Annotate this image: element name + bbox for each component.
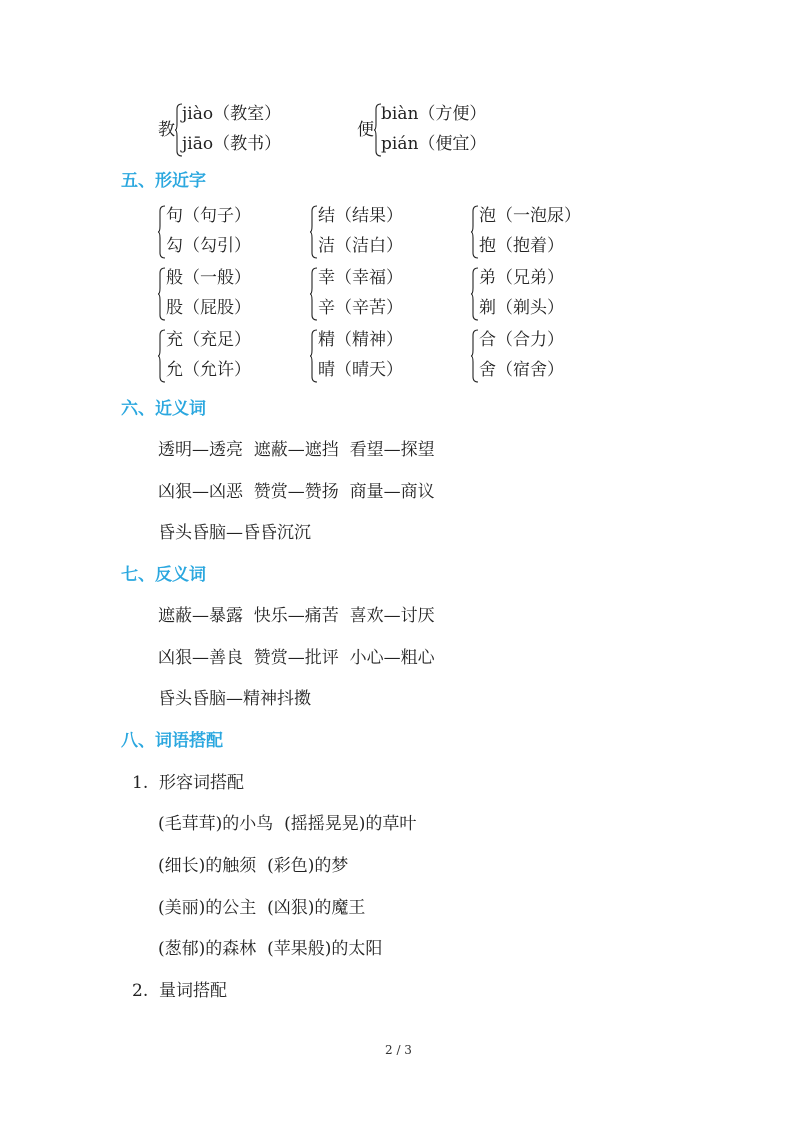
similar-char: 允（允许） bbox=[166, 360, 251, 380]
synonym-line: 凶狠—凶恶 赞赏—赞扬 商量—商议 bbox=[158, 482, 435, 502]
brace-icon bbox=[175, 104, 182, 156]
similar-char: 充（充足） bbox=[166, 330, 251, 350]
brace-icon bbox=[310, 268, 317, 320]
brace-icon bbox=[310, 206, 317, 258]
collocation-line: (细长)的触须 (彩色)的梦 bbox=[158, 856, 349, 876]
section-heading: 六、近义词 bbox=[121, 399, 206, 419]
similar-char: 幸（幸福） bbox=[318, 268, 403, 288]
similar-char: 剃（剃头） bbox=[479, 298, 564, 318]
poly-reading: biàn（方便） bbox=[381, 104, 487, 124]
collocation-line: (美丽)的公主 (凶狠)的魔王 bbox=[158, 898, 366, 918]
section-heading: 五、形近字 bbox=[121, 171, 206, 191]
poly-reading: jiāo（教书） bbox=[182, 134, 282, 154]
brace-icon bbox=[158, 330, 165, 382]
similar-char: 句（句子） bbox=[166, 206, 251, 226]
brace-icon bbox=[471, 330, 478, 382]
poly-char: 便 bbox=[357, 120, 374, 140]
similar-char: 泡（一泡尿） bbox=[479, 206, 581, 226]
synonym-line: 透明—透亮 遮蔽—遮挡 看望—探望 bbox=[158, 440, 435, 460]
antonym-line: 昏头昏脑—精神抖擞 bbox=[158, 689, 311, 709]
brace-icon bbox=[374, 104, 381, 156]
similar-char: 勾（勾引） bbox=[166, 236, 251, 256]
similar-char: 抱（抱着） bbox=[479, 236, 564, 256]
similar-char: 洁（洁白） bbox=[318, 236, 403, 256]
similar-char: 股（屁股） bbox=[166, 298, 251, 318]
collocation-line: (葱郁)的森林 (苹果般)的太阳 bbox=[158, 939, 383, 959]
section-heading: 八、词语搭配 bbox=[121, 731, 223, 751]
subsection-title: 1. 形容词搭配 bbox=[132, 773, 245, 793]
brace-icon bbox=[158, 268, 165, 320]
antonym-line: 凶狠—善良 赞赏—批评 小心—粗心 bbox=[158, 648, 435, 668]
brace-icon bbox=[158, 206, 165, 258]
poly-char: 教 bbox=[158, 120, 175, 140]
similar-char: 结（结果） bbox=[318, 206, 403, 226]
brace-icon bbox=[471, 206, 478, 258]
similar-char: 弟（兄弟） bbox=[479, 268, 564, 288]
synonym-line: 昏头昏脑—昏昏沉沉 bbox=[158, 523, 311, 543]
similar-char: 辛（辛苦） bbox=[318, 298, 403, 318]
page-number: 2 / 3 bbox=[385, 1043, 412, 1057]
subsection-title: 2. 量词搭配 bbox=[132, 981, 228, 1001]
similar-char: 般（一般） bbox=[166, 268, 251, 288]
collocation-line: (毛茸茸)的小鸟 (摇摇晃晃)的草叶 bbox=[158, 814, 417, 834]
antonym-line: 遮蔽—暴露 快乐—痛苦 喜欢—讨厌 bbox=[158, 606, 435, 626]
poly-reading: jiào（教室） bbox=[182, 104, 282, 124]
similar-char: 舍（宿舍） bbox=[479, 360, 564, 380]
poly-reading: pián（便宜） bbox=[381, 134, 487, 154]
similar-char: 合（合力） bbox=[479, 330, 564, 350]
brace-icon bbox=[471, 268, 478, 320]
similar-char: 精（精神） bbox=[318, 330, 403, 350]
similar-char: 晴（晴天） bbox=[318, 360, 403, 380]
brace-icon bbox=[310, 330, 317, 382]
section-heading: 七、反义词 bbox=[121, 565, 206, 585]
